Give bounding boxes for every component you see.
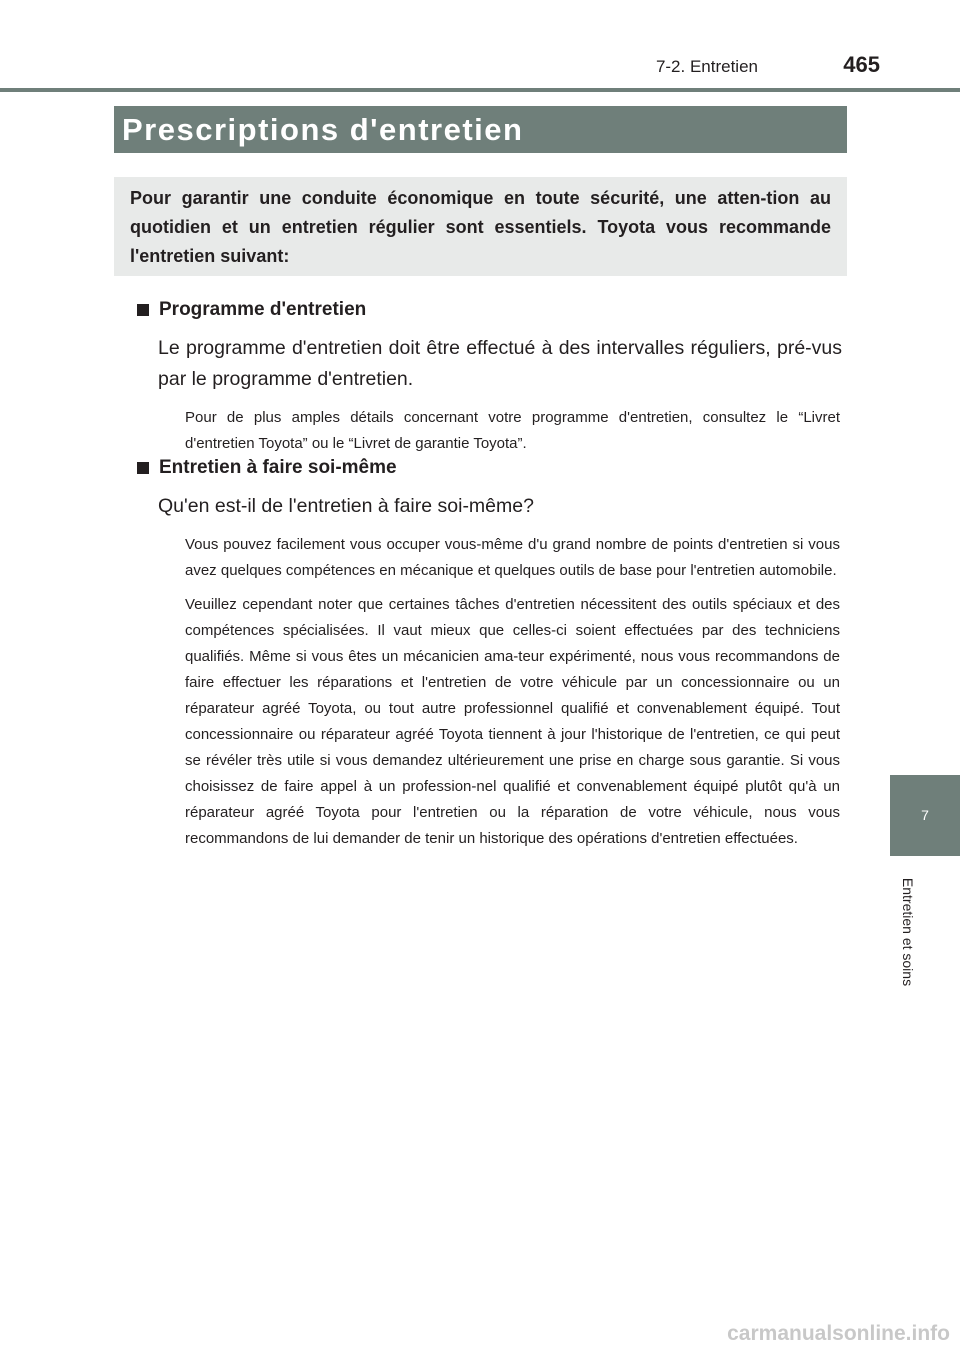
square-bullet-icon <box>137 462 149 474</box>
body-paragraph: Pour de plus amples détails concernant votre programme d'entretien, consultez le “Livret d'entretien Toyota” ou le “Livret de garantie Toyota”. <box>185 409 840 452</box>
section-lead: Qu'en est-il de l'entretien à faire soi-même? <box>158 495 534 517</box>
chapter-label: Entretien et soins <box>900 877 916 987</box>
section-heading-text: Entretien à faire soi-même <box>159 457 397 478</box>
section-programme-entretien <box>137 297 857 457</box>
body-paragraph: Veuillez cependant noter que certaines tâches d'entretien nécessitent des outils spéciaux et des compétences spécialisées. Il vaut mieux que celles-ci soient effectuées par des techniciens qualifiés. Même si vous êtes un mécanicien ama-teur expérimenté, nous vous recommandons de faire effectuer les réparations et l'entretien de votre véhicule par un concessionnaire ou un réparateur agréé Toyota, ou tout autre professionnel qualifié et convenablement équipé. Tout concessionnaire ou réparateur agréé Toyota tiennent à jour l'historique de l'entretien, ce qui peut se révéler très utile si vous demandez ultérieurement une prise en charge sous garantie. Si vous choisissez de faire appel à un profession-nel qualifié et convenablement équipé plutôt qu'à un réparateur agréé Toyota pour l'entretien ou la réparation de votre véhicule, nous vous recommandons de lui demander de tenir un historique des opérations d'entretien effectuées. <box>185 596 840 847</box>
intro-box: Pour garantir une conduite économique en toute sécurité, une atten-tion au quotidien et un entretien régulier sont essentiels. Toyota vous recommande l'entretien suivant: <box>114 177 847 276</box>
section-lead: Le programme d'entretien doit être effectué à des intervalles réguliers, pré-vus par le programme d'entretien. <box>158 337 842 390</box>
header-section-title: 7-2. Entretien <box>655 57 758 76</box>
page-title: Prescriptions d'entretien <box>114 106 847 153</box>
chapter-tab: 7 <box>890 775 960 856</box>
section-heading <box>137 455 857 481</box>
page-number: 465 <box>843 52 880 77</box>
body-paragraph: Vous pouvez facilement vous occuper vous-même d'u grand nombre de points d'entretien si vous avez quelques compétences en mécanique et quelques outils de base pour l'entretien automobile. <box>185 536 840 579</box>
section-heading-text: Programme d'entretien <box>159 299 367 320</box>
watermark: carmanualsonline.info <box>727 1322 950 1345</box>
section-heading <box>137 297 857 323</box>
square-bullet-icon <box>137 304 149 316</box>
header-divider <box>0 88 960 92</box>
section-entretien-soi-meme <box>137 455 857 852</box>
